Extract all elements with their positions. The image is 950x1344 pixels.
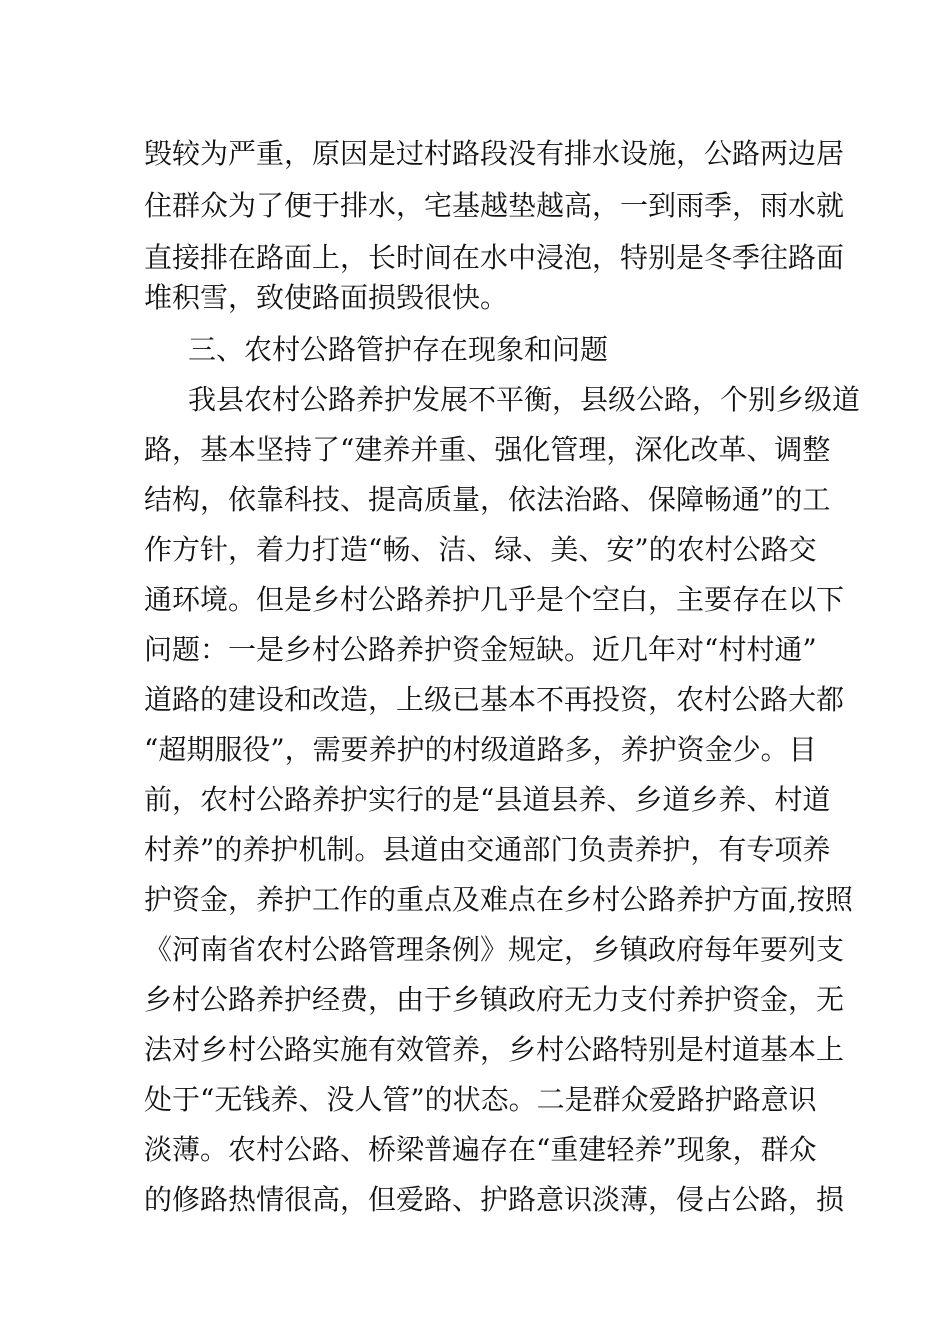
paragraph-line: 的修路热情很高，但爱路、护路意识淡薄，侵占公路，损 [144,1183,845,1216]
paragraph-line: 村养”的养护机制。县道由交通部门负责养护，有专项养 [144,833,831,866]
paragraph-line: “超期服役”，需要养护的村级道路多，养护资金少。目 [144,733,817,766]
paragraph-line: 护资金，养护工作的重点及难点在乡村公路养护方面,按照 [144,883,853,916]
paragraph-line: 作方针，着力打造“畅、洁、绿、美、安”的农村公路交 [144,533,817,566]
paragraph-line: 法对乡村公路实施有效管养，乡村公路特别是村道基本上 [144,1033,845,1066]
paragraph-line: 问题：一是乡村公路养护资金短缺。近几年对“村村通” [144,633,817,666]
paragraph-line: 我县农村公路养护发展不平衡，县级公路，个别乡级道 [188,383,861,416]
paragraph-line: 住群众为了便于排水，宅基越垫越高，一到雨季，雨水就 [144,189,845,222]
paragraph-line: 乡村公路养护经费，由于乡镇政府无力支付养护资金，无 [144,983,845,1016]
paragraph-line: 通环境。但是乡村公路养护几乎是个空白，主要存在以下 [144,583,845,616]
paragraph-line: 毁较为严重，原因是过村路段没有排水设施，公路两边居 [144,137,845,170]
paragraph-line: 道路的建设和改造，上级已基本不再投资，农村公路大都 [144,683,845,716]
paragraph-line: 路，基本坚持了“建养并重、强化管理，深化改革、调整 [144,433,831,466]
paragraph-line: 淡薄。农村公路、桥梁普遍存在“重建轻养”现象，群众 [144,1133,817,1166]
section-heading: 三、农村公路管护存在现象和问题 [188,333,609,366]
paragraph-line: 结构，依靠科技、提高质量，依法治路、保障畅通”的工 [144,483,831,516]
paragraph-line: 直接排在路面上，长时间在水中浸泡，特别是冬季往路面 [144,241,845,274]
paragraph-line: 《河南省农村公路管理条例》规定，乡镇政府每年要列支 [144,933,845,966]
paragraph-line: 前，农村公路养护实行的是“县道县养、乡道乡养、村道 [144,783,831,816]
paragraph-line: 堆积雪，致使路面损毁很快。 [144,281,509,314]
paragraph-line: 处于“无钱养、没人管”的状态。二是群众爱路护路意识 [144,1083,817,1116]
